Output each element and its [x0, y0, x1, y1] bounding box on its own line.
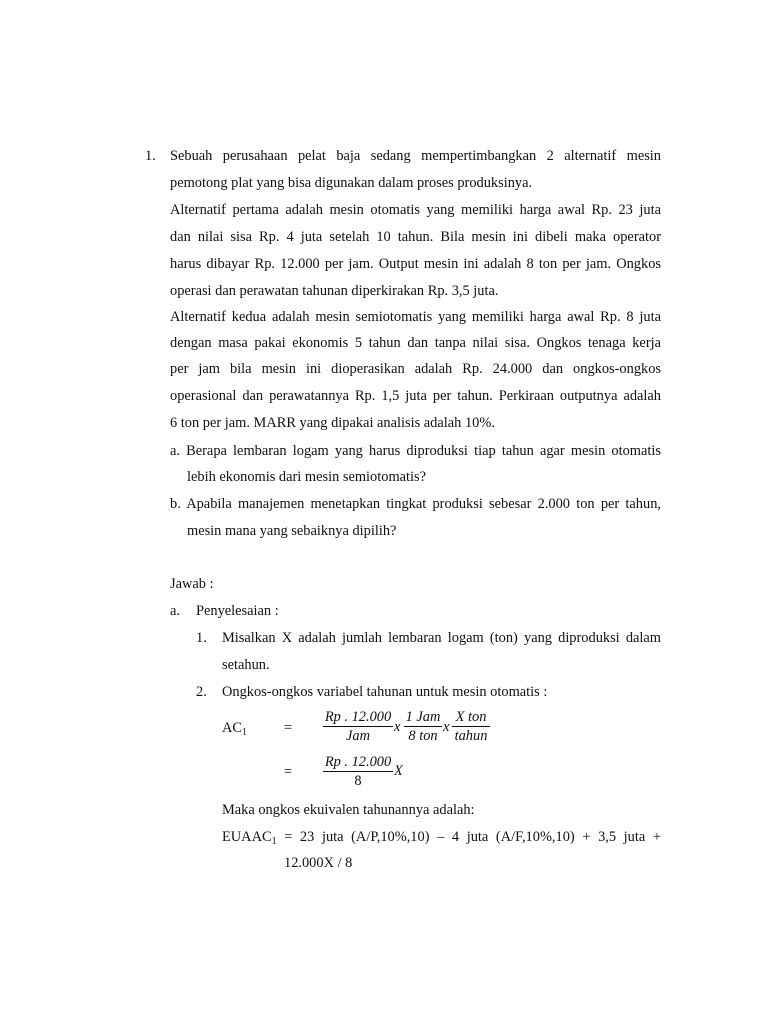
- eq1-fraction-output-numerator: X ton: [452, 709, 490, 727]
- euaac-formula-line-2: 12.000X / 8: [284, 855, 353, 871]
- problem-intro-line-1: Sebuah perusahaan pelat baja sedang mempertimbangkan 2 alternatif mesin: [170, 148, 661, 164]
- step1-line-2: setahun.: [222, 657, 270, 673]
- eq2-fraction-numerator: Rp . 12.000: [324, 754, 392, 770]
- eq2-equals: =: [284, 764, 293, 780]
- question-b-line-1: b. Apabila manajemen menetapkan tingkat produksi sebesar 2.000 ton per tahun,: [170, 496, 661, 512]
- alt1-line-2: dan nilai sisa Rp. 4 juta setelah 10 tahun. Bila mesin ini dibeli maka operator: [170, 229, 661, 245]
- problem-intro-line-2: pemotong plat yang bisa digunakan dalam proses produksinya.: [170, 175, 533, 191]
- eq1-fraction-rate-denominator: Jam: [346, 728, 370, 744]
- step2-text: Ongkos-ongkos variabel tahunan untuk mesin otomatis :: [222, 684, 548, 700]
- alt2-line-2: dengan masa pakai ekonomis 5 tahun dan tanpa nilai sisa. Ongkos tenaga kerja: [170, 335, 661, 351]
- step2-number: 2.: [196, 684, 207, 700]
- alt1-line-3: harus dibayar Rp. 12.000 per jam. Output mesin ini adalah 8 ton per jam. Ongkos: [170, 256, 661, 272]
- eq1-fraction-rate: [323, 709, 393, 744]
- step1-number: 1.: [196, 630, 207, 646]
- eq1-fraction-hours-denominator: 8 ton: [408, 728, 438, 744]
- eq2-fraction: [323, 754, 393, 789]
- question-a-line-1: a. Berapa lembaran logam yang harus diproduksi tiap tahun agar mesin otomatis: [170, 443, 661, 459]
- eq1-equals: =: [284, 720, 293, 736]
- eq1-fraction-rate-numerator: Rp . 12.000: [324, 709, 392, 725]
- answer-heading: Jawab :: [170, 576, 214, 592]
- alt2-line-4: operasional dan perawatannya Rp. 1,5 juta per tahun. Perkiraan outputnya adalah: [170, 388, 661, 404]
- alt2-line-3: per jam bila mesin ini dioperasikan adalah Rp. 24.000 dan ongkos-ongkos: [170, 361, 661, 377]
- alt1-line-4: operasi dan perawatan tahunan diperkirakan Rp. 3,5 juta.: [170, 283, 499, 299]
- alt1-line-1: Alternatif pertama adalah mesin otomatis yang memiliki harga awal Rp. 23 juta: [170, 202, 661, 218]
- eq1-times-1: x: [394, 719, 401, 735]
- part-label: a.: [170, 603, 180, 619]
- eq1-fraction-output: [452, 709, 490, 744]
- eq1-fraction-hours: [404, 709, 442, 744]
- step1-line-1: Misalkan X adalah jumlah lembaran logam (ton) yang diproduksi dalam: [222, 630, 661, 646]
- question-b-line-2: mesin mana yang sebaiknya dipilih?: [187, 523, 397, 539]
- eq2-variable: X: [394, 763, 403, 779]
- eq1-times-2: x: [443, 719, 450, 735]
- eq1-fraction-output-denominator: tahun: [454, 728, 488, 744]
- problem-number: 1.: [145, 148, 156, 164]
- eq1-fraction-hours-numerator: 1 Jam: [405, 709, 441, 725]
- euaac-intro: Maka ongkos ekuivalen tahunannya adalah:: [222, 802, 475, 818]
- alt2-line-1: Alternatif kedua adalah mesin semiotomatis yang memiliki harga awal Rp. 8 juta: [170, 309, 661, 325]
- part-title: Penyelesaian :: [196, 603, 279, 619]
- question-a-line-2: lebih ekonomis dari mesin semiotomatis?: [187, 469, 427, 485]
- eq2-fraction-denominator: 8: [354, 773, 362, 789]
- alt2-line-5: 6 ton per jam. MARR yang dipakai analisis adalah 10%.: [170, 415, 495, 431]
- euaac-formula-line-1: $EUAAC_1 = 23$ juta (A/P,10%,10) – 4 juta (A/F,10%,10) + 3,5 juta +: [222, 829, 661, 847]
- eq1-lhs: $AC_1$: [222, 720, 247, 738]
